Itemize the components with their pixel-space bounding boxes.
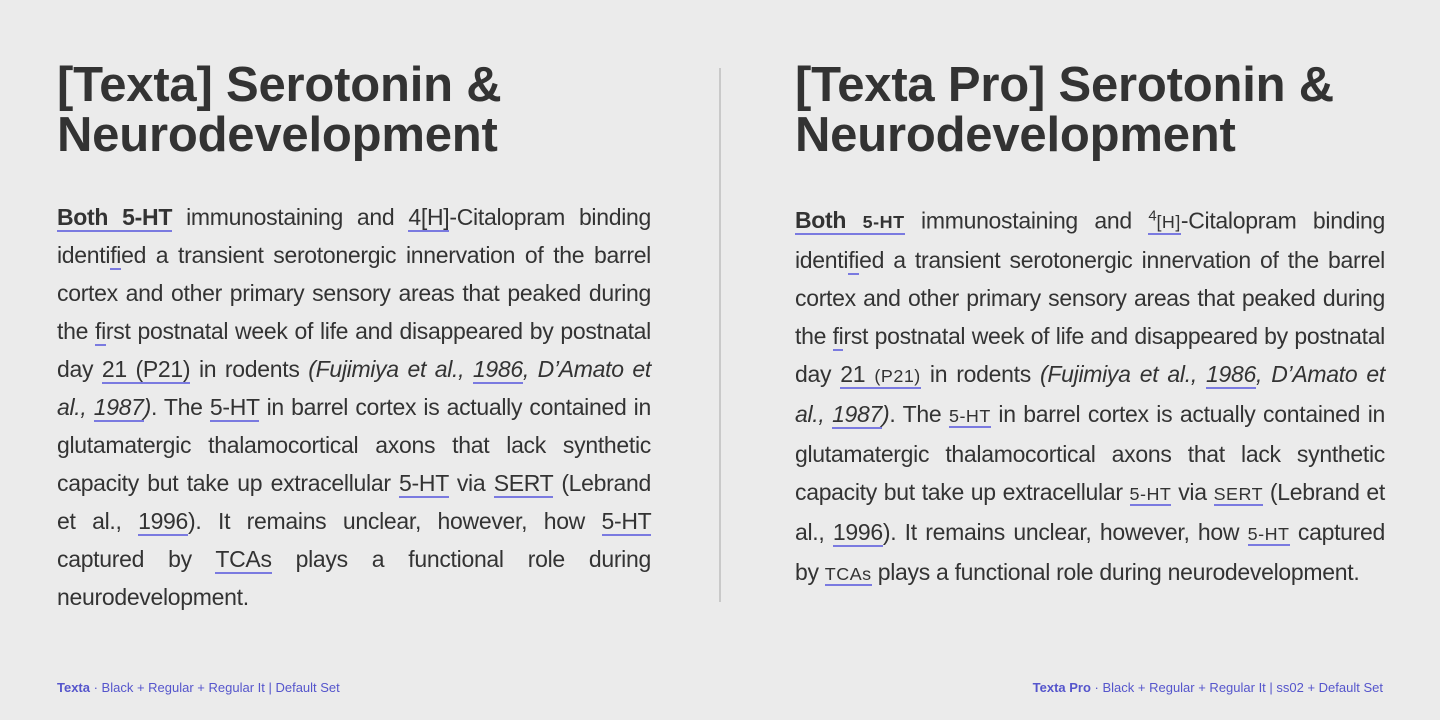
specimen-title-right: [Texta Pro] Serotonin & Neurodevelopment bbox=[795, 58, 1334, 162]
text-run: Both bbox=[795, 207, 863, 234]
specimen-paragraph-right bbox=[795, 198, 1385, 593]
highlight: 1987 bbox=[832, 401, 883, 428]
highlight: 1987 bbox=[93, 394, 144, 420]
highlight: 5-HT bbox=[948, 406, 991, 427]
footer-font-name: Texta bbox=[57, 680, 90, 695]
highlight: SERT bbox=[493, 470, 553, 496]
text-run: plays a functional role during neurodevelopment. bbox=[871, 559, 1360, 586]
highlight: SERT bbox=[1213, 484, 1264, 505]
text-run: immunostaining and bbox=[172, 204, 409, 230]
text-run: in rodents bbox=[920, 361, 1041, 388]
highlight: 1986 bbox=[1206, 361, 1257, 388]
text-run: ). It remains unclear, however, how bbox=[882, 519, 1248, 546]
text-run: (Lebrand et al., bbox=[57, 470, 651, 534]
text-run: in barrel cortex is actually contained in glutamatergic thalamocortical axons that lack synthetic capacity but take up extracellular bbox=[795, 401, 1385, 506]
text-run: captured by bbox=[57, 546, 216, 572]
text-run: via bbox=[1171, 479, 1214, 506]
highlight: 5-HT bbox=[399, 470, 449, 496]
italic-run: ) bbox=[882, 401, 890, 428]
footer-left bbox=[57, 680, 340, 695]
text-run: -Citalopram binding identi bbox=[57, 204, 652, 268]
column-divider bbox=[719, 68, 721, 602]
ligature-highlight: fi bbox=[110, 242, 122, 268]
text-run: -Citalopram binding identi bbox=[795, 207, 1386, 274]
text-run: immunostaining and bbox=[904, 207, 1149, 234]
text-run: ). It remains unclear, however, how bbox=[188, 508, 602, 534]
text-run: captured by bbox=[795, 519, 1385, 586]
highlight: 1996 bbox=[832, 519, 883, 546]
highlight bbox=[840, 361, 920, 389]
highlight: 1986 bbox=[472, 356, 523, 382]
text-run: rst postnatal week of life and disappeared by postnatal day bbox=[57, 318, 651, 382]
italic-run: (Fujimiya et al., bbox=[308, 356, 473, 382]
footer-details: · Black + Regular + Regular It | ss02 + Default Set bbox=[1090, 680, 1383, 695]
highlight: 21 (P21) bbox=[101, 356, 191, 382]
ligature-highlight: fi bbox=[95, 318, 106, 344]
specimen-title-left: [Texta] Serotonin & Neurodevelopment bbox=[57, 58, 502, 162]
italic-run: , D’Amato et al., bbox=[795, 361, 1386, 428]
small-caps-run: 5-HT bbox=[862, 212, 905, 233]
highlight: 5-HT bbox=[209, 394, 260, 420]
text-run: via bbox=[448, 470, 494, 496]
specimen-paragraph-left bbox=[57, 198, 651, 616]
footer-right bbox=[1033, 680, 1383, 695]
highlight: 5-HT bbox=[1247, 524, 1290, 545]
footer-details: · Black + Regular + Regular It | Default Set bbox=[90, 680, 340, 695]
highlight: 1996 bbox=[138, 508, 189, 534]
text-run: 21 bbox=[840, 361, 875, 388]
text-run: ed a transient serotonergic innervation of the barrel cortex and other primary sensory areas that peaked during the bbox=[57, 242, 651, 344]
ligature-highlight: fi bbox=[832, 323, 844, 350]
text-run: . The bbox=[889, 401, 949, 428]
highlight: 5-HT bbox=[601, 508, 651, 534]
specimen-left bbox=[57, 60, 651, 616]
italic-run: ) bbox=[143, 394, 152, 420]
footer-font-name: Texta Pro bbox=[1032, 680, 1091, 695]
italic-run: (Fujimiya et al., bbox=[1040, 361, 1207, 388]
highlight: TCAs bbox=[215, 546, 272, 572]
small-caps-run: (P21) bbox=[874, 366, 921, 387]
highlight bbox=[1148, 207, 1180, 235]
text-run: . The bbox=[151, 394, 210, 420]
highlight: TCAs bbox=[824, 564, 872, 585]
text-run: in rodents bbox=[190, 356, 309, 382]
ligature-highlight: fi bbox=[848, 247, 860, 274]
specimen-right bbox=[795, 60, 1385, 593]
highlight: 4[H] bbox=[408, 204, 450, 230]
text-run: rst postnatal week of life and disappeared by postnatal day bbox=[795, 323, 1385, 388]
text-run: ed a transient serotonergic innervation of the barrel cortex and other primary sensory areas that peaked during the bbox=[795, 247, 1385, 350]
text-run: (Lebrand et al., bbox=[795, 479, 1385, 546]
text-run: plays a functional role during neurodevelopment. bbox=[57, 546, 651, 610]
highlight bbox=[795, 207, 905, 235]
text-run: in barrel cortex is actually contained in glutamatergic thalamocortical axons that lack synthetic capacity but take up extracellular bbox=[57, 394, 651, 496]
superscript-run: 4 bbox=[1148, 208, 1157, 225]
italic-run: , D’Amato et al., bbox=[57, 356, 651, 420]
small-caps-run: [H] bbox=[1156, 212, 1181, 233]
highlight: Both 5-HT bbox=[57, 204, 173, 230]
highlight: 5-HT bbox=[1129, 484, 1172, 505]
